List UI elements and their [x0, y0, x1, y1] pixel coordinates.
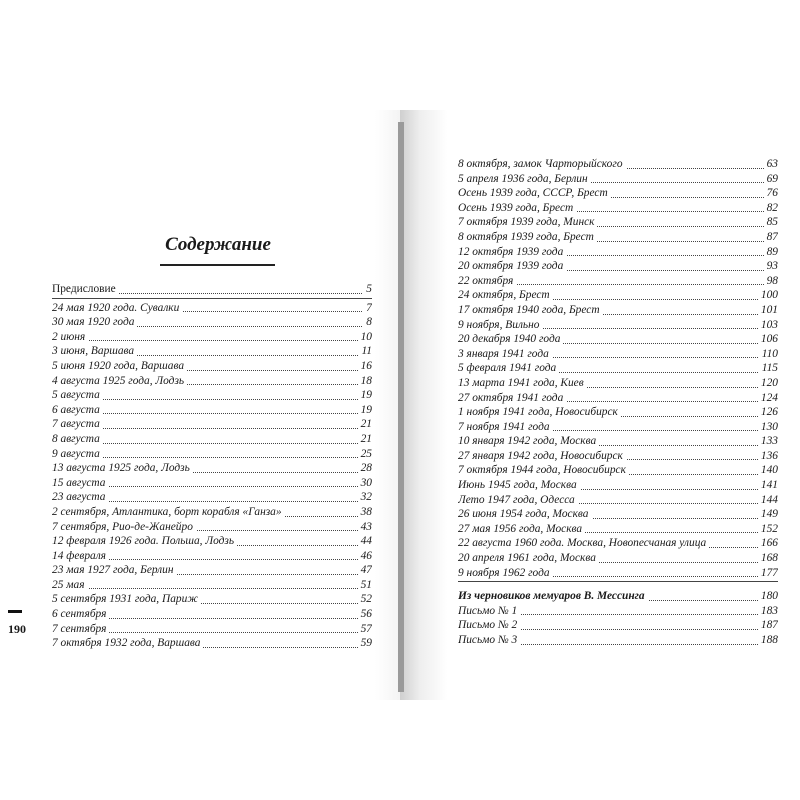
toc-entry-title: 3 января 1941 года [458, 348, 552, 360]
toc-entry [52, 476, 372, 491]
toc-entry-title: 8 октября, замок Чарторыйского [458, 158, 626, 170]
toc-entry-page: 82 [764, 201, 778, 216]
toc-entry [458, 449, 778, 464]
toc-entry [458, 201, 778, 216]
toc-entry-title: 6 августа [52, 404, 103, 416]
toc-entry-page: 130 [758, 420, 778, 435]
toc-entry-title: 24 мая 1920 года. Сувалки [52, 302, 182, 314]
toc-entry-title: 2 сентября, Атлантика, борт корабля «Ганза» [52, 506, 285, 518]
toc-entry [52, 534, 372, 549]
toc-entry-page: 43 [358, 520, 372, 535]
toc-entry-title: Осень 1939 года, Брест [458, 202, 576, 214]
toc-entry-page: 140 [758, 463, 778, 478]
toc-entry [458, 215, 778, 230]
toc-entry-page: 183 [758, 604, 778, 619]
toc-entry [458, 618, 778, 633]
toc-entry-title: 20 апреля 1961 года, Москва [458, 552, 599, 564]
toc-entry-page: 144 [758, 493, 778, 508]
toc-entry [458, 274, 778, 289]
toc-entry-title: 20 декабря 1940 года [458, 333, 563, 345]
toc-entry-page: 101 [758, 303, 778, 318]
toc-entry-page: 25 [358, 447, 372, 462]
toc-entry-page: 177 [758, 566, 778, 581]
toc-entry-title: 30 мая 1920 года [52, 316, 137, 328]
toc-entry-page: 63 [764, 157, 778, 172]
toc-entry-page: 16 [358, 359, 372, 374]
toc-entry-title: 24 октября, Брест [458, 289, 553, 301]
toc-entry-page: 21 [358, 417, 372, 432]
toc-entry-title: 23 мая 1927 года, Берлин [52, 564, 176, 576]
toc-entry [52, 388, 372, 403]
toc-entry-title: 27 октября 1941 года [458, 392, 566, 404]
toc-entry-title: 25 мая [52, 579, 88, 591]
toc-entry-title: 5 апреля 1936 года, Берлин [458, 173, 591, 185]
toc-entry [458, 633, 778, 648]
toc-entry-title: Письмо № 3 [458, 634, 520, 646]
toc-left-column [52, 282, 372, 651]
toc-entry-title: 8 октября 1939 года, Брест [458, 231, 597, 243]
toc-entry-page: 7 [363, 301, 372, 316]
toc-entry-title: 8 августа [52, 433, 103, 445]
toc-entry-title: Письмо № 1 [458, 605, 520, 617]
toc-entry-title: 20 октября 1939 года [458, 260, 566, 272]
toc-entry [458, 391, 778, 406]
toc-entry-page: 51 [358, 578, 372, 593]
toc-entry-title: 7 октября 1932 года, Варшава [52, 637, 203, 649]
toc-entry [52, 447, 372, 462]
toc-entry-title: 10 января 1942 года, Москва [458, 435, 599, 447]
toc-entry-title: 5 февраля 1941 года [458, 362, 559, 374]
toc-entry-page: 168 [758, 551, 778, 566]
toc-entry-title: Осень 1939 года, СССР, Брест [458, 187, 611, 199]
toc-entry [458, 478, 778, 493]
toc-entry-title: 7 октября 1944 года, Новосибирск [458, 464, 629, 476]
toc-entry-page: 19 [358, 388, 372, 403]
toc-entry [52, 578, 372, 593]
toc-entry-title: 3 июня, Варшава [52, 345, 137, 357]
toc-entry-title: 27 января 1942 года, Новосибирск [458, 450, 626, 462]
toc-separator [458, 580, 778, 584]
toc-entry [52, 301, 372, 316]
toc-entry-page: 28 [358, 461, 372, 476]
toc-entry-title: 15 августа [52, 477, 109, 489]
toc-entry [458, 507, 778, 522]
toc-entry-page: 100 [758, 288, 778, 303]
toc-entry-page: 11 [358, 344, 372, 359]
toc-entry [52, 622, 372, 637]
toc-entry-page: 52 [358, 592, 372, 607]
toc-entry [458, 604, 778, 619]
toc-entry-title: 26 июня 1954 года, Москва [458, 508, 592, 520]
toc-entry [52, 330, 372, 345]
toc-entry [52, 461, 372, 476]
toc-entry [458, 332, 778, 347]
toc-entry-title: 5 сентября 1931 года, Париж [52, 593, 201, 605]
toc-entry [52, 374, 372, 389]
toc-entry-page: 103 [758, 318, 778, 333]
toc-entry [52, 636, 372, 651]
toc-entry-title: 4 августа 1925 года, Лодзь [52, 375, 187, 387]
toc-entry [52, 563, 372, 578]
toc-entry [458, 318, 778, 333]
toc-entry-title: 22 августа 1960 года. Москва, Новопесчаная улица [458, 537, 709, 549]
toc-entry-title: Из черновиков мемуаров В. Мессинга [458, 590, 648, 602]
toc-entry-page: 32 [358, 490, 372, 505]
toc-entry [52, 505, 372, 520]
toc-entry-page: 76 [764, 186, 778, 201]
toc-entry [458, 522, 778, 537]
toc-entry-page: 126 [758, 405, 778, 420]
toc-entry-page: 89 [764, 245, 778, 260]
toc-entry-page: 187 [758, 618, 778, 633]
toc-entry-title: 2 июня [52, 331, 88, 343]
toc-entry-title: 1 ноября 1941 года, Новосибирск [458, 406, 621, 418]
toc-entry [458, 361, 778, 376]
toc-entry-title: 17 октября 1940 года, Брест [458, 304, 603, 316]
toc-entry-page: 30 [358, 476, 372, 491]
toc-entry [458, 589, 778, 604]
toc-right-column [458, 157, 778, 648]
page-number: 190 [8, 622, 26, 636]
toc-entry-page: 18 [358, 374, 372, 389]
toc-entry [458, 230, 778, 245]
heading-underline [160, 264, 275, 266]
toc-entry-title: 7 ноября 1941 года [458, 421, 553, 433]
toc-entry-page: 69 [764, 172, 778, 187]
toc-entry-title: 7 сентября, Рио-де-Жанейро [52, 521, 196, 533]
toc-entry [458, 376, 778, 391]
toc-entry-page: 56 [358, 607, 372, 622]
toc-entry [458, 157, 778, 172]
toc-entry-page: 115 [759, 361, 778, 376]
toc-entry-title: 5 августа [52, 389, 103, 401]
toc-entry [52, 344, 372, 359]
toc-entry-page: 5 [363, 282, 372, 297]
toc-entry [52, 403, 372, 418]
toc-entry-title: 9 ноября 1962 года [458, 567, 553, 579]
toc-entry-page: 46 [358, 549, 372, 564]
book-gutter [398, 122, 404, 692]
toc-entry [52, 282, 372, 297]
toc-entry [52, 607, 372, 622]
toc-entry [52, 592, 372, 607]
toc-entry-title: Июнь 1945 года, Москва [458, 479, 580, 491]
toc-entry-page: 166 [758, 536, 778, 551]
toc-entry-page: 87 [764, 230, 778, 245]
toc-entry-page: 141 [758, 478, 778, 493]
toc-entry [52, 549, 372, 564]
toc-entry-title: 9 ноября, Вильно [458, 319, 542, 331]
toc-entry [52, 520, 372, 535]
toc-entry-page: 8 [363, 315, 372, 330]
toc-entry [458, 259, 778, 274]
dot-leader [52, 340, 372, 341]
toc-entry-page: 44 [358, 534, 372, 549]
toc-entry-page: 180 [758, 589, 778, 604]
toc-entry [52, 490, 372, 505]
toc-entry [52, 432, 372, 447]
toc-entry [458, 186, 778, 201]
toc-entry-title: 7 сентября [52, 623, 109, 635]
toc-entry-page: 57 [358, 622, 372, 637]
toc-entry-page: 19 [358, 403, 372, 418]
toc-entry-title: 22 октября [458, 275, 516, 287]
toc-entry-title: 23 августа [52, 491, 109, 503]
toc-entry-page: 124 [758, 391, 778, 406]
toc-entry [458, 245, 778, 260]
toc-entry [458, 288, 778, 303]
toc-entry [458, 420, 778, 435]
toc-entry [52, 417, 372, 432]
toc-entry-page: 136 [758, 449, 778, 464]
toc-entry-title: Предисловие [52, 283, 119, 295]
toc-entry-page: 152 [758, 522, 778, 537]
toc-entry [458, 493, 778, 508]
toc-entry-title: 7 августа [52, 418, 103, 430]
toc-entry [52, 315, 372, 330]
dot-leader [52, 588, 372, 589]
toc-entry [52, 359, 372, 374]
toc-entry-title: 6 сентября [52, 608, 109, 620]
toc-entry-title: 12 октября 1939 года [458, 246, 566, 258]
toc-entry-page: 149 [758, 507, 778, 522]
toc-entry-page: 188 [758, 633, 778, 648]
toc-entry [458, 463, 778, 478]
toc-entry-title: 9 августа [52, 448, 103, 460]
toc-entry-page: 106 [758, 332, 778, 347]
toc-entry-page: 98 [764, 274, 778, 289]
toc-entry-page: 47 [358, 563, 372, 578]
toc-entry-title: 13 марта 1941 года, Киев [458, 377, 587, 389]
toc-entry [458, 566, 778, 581]
toc-entry-page: 10 [358, 330, 372, 345]
toc-entry-title: 5 июня 1920 года, Варшава [52, 360, 187, 372]
page-number-rule [8, 610, 22, 613]
toc-entry [458, 303, 778, 318]
toc-entry-title: 7 октября 1939 года, Минск [458, 216, 597, 228]
toc-entry-title: 13 августа 1925 года, Лодзь [52, 462, 193, 474]
toc-entry-page: 38 [358, 505, 372, 520]
toc-entry [458, 405, 778, 420]
toc-entry [458, 551, 778, 566]
toc-entry-title: Письмо № 2 [458, 619, 520, 631]
toc-entry-page: 120 [758, 376, 778, 391]
toc-entry-page: 59 [358, 636, 372, 651]
toc-entry-title: Лето 1947 года, Одесса [458, 494, 578, 506]
toc-entry-page: 85 [764, 215, 778, 230]
toc-entry-title: 14 февраля [52, 550, 109, 562]
toc-entry-page: 110 [759, 347, 778, 362]
toc-entry [458, 347, 778, 362]
toc-entry-page: 21 [358, 432, 372, 447]
toc-entry-page: 133 [758, 434, 778, 449]
toc-entry-title: 27 мая 1956 года, Москва [458, 523, 585, 535]
toc-entry-page: 93 [764, 259, 778, 274]
toc-entry-title: 12 февраля 1926 года. Польша, Лодзь [52, 535, 237, 547]
toc-entry [458, 536, 778, 551]
toc-entry [458, 434, 778, 449]
toc-entry [458, 172, 778, 187]
contents-heading: Содержание [165, 234, 271, 255]
